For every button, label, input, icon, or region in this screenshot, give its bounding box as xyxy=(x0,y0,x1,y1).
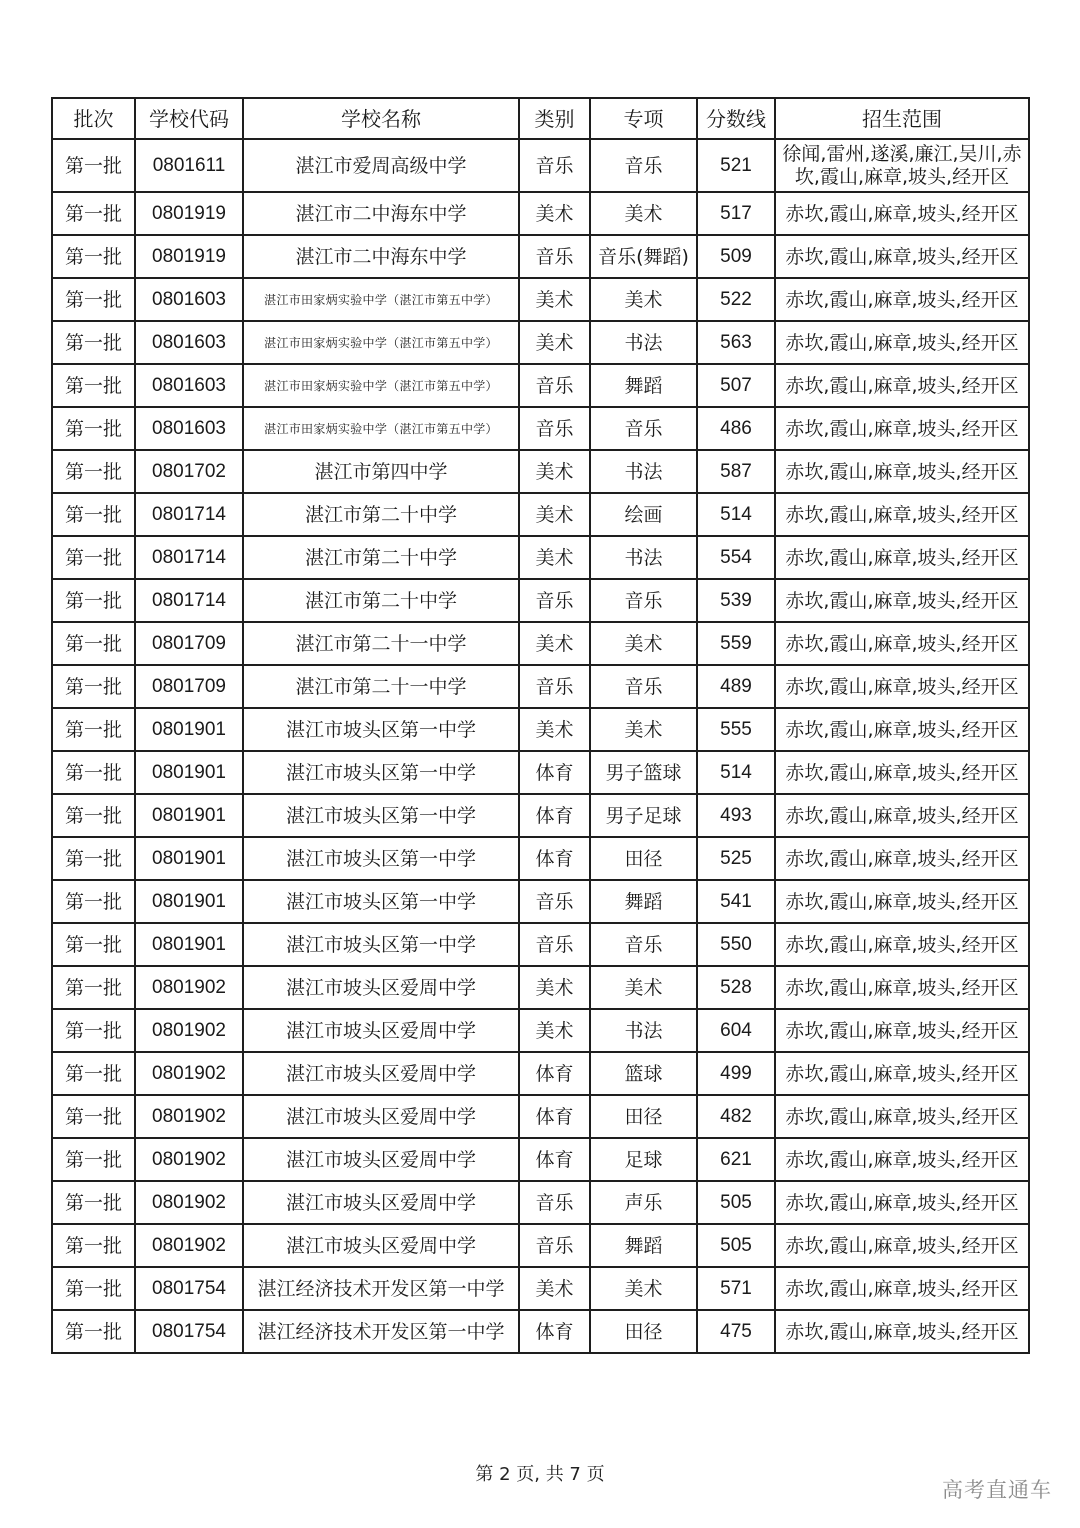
table-row xyxy=(52,1095,1029,1138)
cell-school-code: 0801702 xyxy=(135,450,243,493)
cell-school-code: 0801919 xyxy=(135,192,243,235)
cell-category: 美术 xyxy=(519,1009,590,1052)
header-enrollment-scope: 招生范围 xyxy=(775,98,1029,139)
cell-enrollment-scope: 赤坎,霞山,麻章,坡头,经开区 xyxy=(775,923,1029,966)
cell-specialty: 音乐 xyxy=(590,923,697,966)
cell-specialty: 书法 xyxy=(590,450,697,493)
cell-school-code: 0801901 xyxy=(135,794,243,837)
cell-specialty: 男子足球 xyxy=(590,794,697,837)
page-indicator: 第 2 页, 共 7 页 xyxy=(475,1464,605,1485)
table-row xyxy=(52,192,1029,235)
cell-school-name: 湛江市坡头区爱周中学 xyxy=(243,1095,519,1138)
cell-enrollment-scope: 赤坎,霞山,麻章,坡头,经开区 xyxy=(775,364,1029,407)
cell-school-name: 湛江市第二十一中学 xyxy=(243,622,519,665)
cell-batch: 第一批 xyxy=(52,751,135,794)
cell-batch: 第一批 xyxy=(52,321,135,364)
cell-specialty: 美术 xyxy=(590,708,697,751)
cell-batch: 第一批 xyxy=(52,880,135,923)
cell-specialty: 音乐 xyxy=(590,139,697,192)
cell-score-line: 522 xyxy=(697,278,775,321)
cell-score-line: 489 xyxy=(697,665,775,708)
table-row xyxy=(52,1310,1029,1353)
cell-specialty: 足球 xyxy=(590,1138,697,1181)
cell-enrollment-scope: 赤坎,霞山,麻章,坡头,经开区 xyxy=(775,1095,1029,1138)
cell-category: 美术 xyxy=(519,966,590,1009)
cell-school-code: 0801901 xyxy=(135,880,243,923)
cell-score-line: 539 xyxy=(697,579,775,622)
cell-specialty: 书法 xyxy=(590,1009,697,1052)
cell-school-name: 湛江市坡头区爱周中学 xyxy=(243,1181,519,1224)
cell-score-line: 554 xyxy=(697,536,775,579)
header-batch: 批次 xyxy=(52,98,135,139)
table-row xyxy=(52,139,1029,192)
cell-school-name: 湛江市坡头区第一中学 xyxy=(243,751,519,794)
cell-school-name: 湛江市坡头区第一中学 xyxy=(243,794,519,837)
table-row xyxy=(52,880,1029,923)
cell-score-line: 521 xyxy=(697,139,775,192)
table-row xyxy=(52,450,1029,493)
cell-school-name: 湛江市坡头区爱周中学 xyxy=(243,966,519,1009)
cell-school-name: 湛江经济技术开发区第一中学 xyxy=(243,1310,519,1353)
cell-batch: 第一批 xyxy=(52,536,135,579)
cell-specialty: 音乐 xyxy=(590,407,697,450)
cell-specialty: 音乐 xyxy=(590,665,697,708)
cell-batch: 第一批 xyxy=(52,966,135,1009)
cell-category: 美术 xyxy=(519,536,590,579)
cell-score-line: 475 xyxy=(697,1310,775,1353)
cell-specialty: 美术 xyxy=(590,622,697,665)
cell-specialty: 书法 xyxy=(590,321,697,364)
cell-enrollment-scope: 赤坎,霞山,麻章,坡头,经开区 xyxy=(775,493,1029,536)
table-row xyxy=(52,794,1029,837)
cell-school-code: 0801902 xyxy=(135,1009,243,1052)
cell-score-line: 621 xyxy=(697,1138,775,1181)
cell-enrollment-scope: 赤坎,霞山,麻章,坡头,经开区 xyxy=(775,321,1029,364)
cell-batch: 第一批 xyxy=(52,1267,135,1310)
cell-category: 音乐 xyxy=(519,923,590,966)
cell-school-code: 0801901 xyxy=(135,751,243,794)
cell-batch: 第一批 xyxy=(52,278,135,321)
cell-score-line: 541 xyxy=(697,880,775,923)
table-row xyxy=(52,923,1029,966)
cell-school-name: 湛江经济技术开发区第一中学 xyxy=(243,1267,519,1310)
table-row xyxy=(52,1267,1029,1310)
cell-category: 音乐 xyxy=(519,139,590,192)
cell-specialty: 舞蹈 xyxy=(590,1224,697,1267)
cell-category: 美术 xyxy=(519,493,590,536)
cell-batch: 第一批 xyxy=(52,837,135,880)
cell-enrollment-scope: 赤坎,霞山,麻章,坡头,经开区 xyxy=(775,622,1029,665)
cell-score-line: 486 xyxy=(697,407,775,450)
cell-category: 体育 xyxy=(519,1310,590,1353)
table-row xyxy=(52,278,1029,321)
cell-school-name: 湛江市坡头区爱周中学 xyxy=(243,1224,519,1267)
cell-school-code: 0801901 xyxy=(135,923,243,966)
cell-enrollment-scope: 赤坎,霞山,麻章,坡头,经开区 xyxy=(775,751,1029,794)
cell-category: 体育 xyxy=(519,1138,590,1181)
cell-score-line: 604 xyxy=(697,1009,775,1052)
cell-batch: 第一批 xyxy=(52,407,135,450)
cell-category: 音乐 xyxy=(519,1181,590,1224)
cell-specialty: 音乐(舞蹈) xyxy=(590,235,697,278)
table-body xyxy=(52,139,1029,1353)
table-row xyxy=(52,579,1029,622)
table-row xyxy=(52,751,1029,794)
cell-specialty: 美术 xyxy=(590,192,697,235)
cell-school-code: 0801902 xyxy=(135,1181,243,1224)
cell-batch: 第一批 xyxy=(52,235,135,278)
cell-batch: 第一批 xyxy=(52,794,135,837)
cell-category: 体育 xyxy=(519,751,590,794)
cell-score-line: 587 xyxy=(697,450,775,493)
cell-category: 音乐 xyxy=(519,579,590,622)
cell-specialty: 篮球 xyxy=(590,1052,697,1095)
cell-school-name: 湛江市第二十中学 xyxy=(243,579,519,622)
cell-specialty: 绘画 xyxy=(590,493,697,536)
cell-score-line: 517 xyxy=(697,192,775,235)
cell-school-code: 0801603 xyxy=(135,407,243,450)
cell-enrollment-scope: 赤坎,霞山,麻章,坡头,经开区 xyxy=(775,1310,1029,1353)
cell-school-name: 湛江市坡头区第一中学 xyxy=(243,708,519,751)
cell-category: 体育 xyxy=(519,1095,590,1138)
table-row xyxy=(52,235,1029,278)
cell-category: 美术 xyxy=(519,278,590,321)
cell-category: 音乐 xyxy=(519,407,590,450)
cell-enrollment-scope: 赤坎,霞山,麻章,坡头,经开区 xyxy=(775,1181,1029,1224)
admission-score-table xyxy=(51,97,1030,1354)
cell-specialty: 舞蹈 xyxy=(590,364,697,407)
table-row xyxy=(52,1052,1029,1095)
cell-enrollment-scope: 赤坎,霞山,麻章,坡头,经开区 xyxy=(775,450,1029,493)
cell-batch: 第一批 xyxy=(52,139,135,192)
cell-batch: 第一批 xyxy=(52,493,135,536)
cell-category: 音乐 xyxy=(519,665,590,708)
cell-school-name: 湛江市田家炳实验中学（湛江市第五中学） xyxy=(243,407,519,450)
cell-enrollment-scope: 赤坎,霞山,麻章,坡头,经开区 xyxy=(775,1052,1029,1095)
table-row xyxy=(52,966,1029,1009)
table-row xyxy=(52,1009,1029,1052)
table-row xyxy=(52,321,1029,364)
cell-category: 美术 xyxy=(519,321,590,364)
cell-score-line: 555 xyxy=(697,708,775,751)
table-row xyxy=(52,708,1029,751)
cell-school-name: 湛江市二中海东中学 xyxy=(243,192,519,235)
cell-enrollment-scope: 赤坎,霞山,麻章,坡头,经开区 xyxy=(775,966,1029,1009)
cell-school-code: 0801603 xyxy=(135,278,243,321)
header-school-name: 学校名称 xyxy=(243,98,519,139)
cell-enrollment-scope: 赤坎,霞山,麻章,坡头,经开区 xyxy=(775,837,1029,880)
cell-school-code: 0801709 xyxy=(135,665,243,708)
cell-specialty: 音乐 xyxy=(590,579,697,622)
cell-enrollment-scope: 赤坎,霞山,麻章,坡头,经开区 xyxy=(775,880,1029,923)
cell-category: 体育 xyxy=(519,837,590,880)
cell-school-name: 湛江市田家炳实验中学（湛江市第五中学） xyxy=(243,364,519,407)
table-row xyxy=(52,364,1029,407)
table-row xyxy=(52,493,1029,536)
table-row xyxy=(52,407,1029,450)
cell-school-code: 0801902 xyxy=(135,1138,243,1181)
table-row xyxy=(52,1138,1029,1181)
cell-school-name: 湛江市坡头区爱周中学 xyxy=(243,1138,519,1181)
cell-school-code: 0801919 xyxy=(135,235,243,278)
cell-school-code: 0801754 xyxy=(135,1267,243,1310)
cell-category: 音乐 xyxy=(519,364,590,407)
cell-enrollment-scope: 赤坎,霞山,麻章,坡头,经开区 xyxy=(775,192,1029,235)
cell-school-name: 湛江市坡头区第一中学 xyxy=(243,880,519,923)
cell-batch: 第一批 xyxy=(52,1310,135,1353)
cell-school-code: 0801902 xyxy=(135,1224,243,1267)
table-row xyxy=(52,665,1029,708)
cell-category: 音乐 xyxy=(519,880,590,923)
cell-specialty: 田径 xyxy=(590,1095,697,1138)
cell-enrollment-scope: 赤坎,霞山,麻章,坡头,经开区 xyxy=(775,708,1029,751)
cell-score-line: 493 xyxy=(697,794,775,837)
cell-category: 美术 xyxy=(519,450,590,493)
cell-school-name: 湛江市坡头区爱周中学 xyxy=(243,1052,519,1095)
cell-school-name: 湛江市第二十一中学 xyxy=(243,665,519,708)
cell-score-line: 550 xyxy=(697,923,775,966)
cell-school-code: 0801714 xyxy=(135,579,243,622)
cell-school-name: 湛江市坡头区第一中学 xyxy=(243,837,519,880)
cell-batch: 第一批 xyxy=(52,1138,135,1181)
cell-specialty: 书法 xyxy=(590,536,697,579)
table-row xyxy=(52,1181,1029,1224)
cell-score-line: 507 xyxy=(697,364,775,407)
cell-batch: 第一批 xyxy=(52,579,135,622)
cell-school-name: 湛江市第二十中学 xyxy=(243,536,519,579)
cell-enrollment-scope: 赤坎,霞山,麻章,坡头,经开区 xyxy=(775,1267,1029,1310)
cell-category: 美术 xyxy=(519,622,590,665)
cell-school-code: 0801902 xyxy=(135,966,243,1009)
cell-enrollment-scope: 赤坎,霞山,麻章,坡头,经开区 xyxy=(775,407,1029,450)
cell-school-code: 0801714 xyxy=(135,493,243,536)
cell-school-name: 湛江市田家炳实验中学（湛江市第五中学） xyxy=(243,278,519,321)
cell-school-name: 湛江市坡头区爱周中学 xyxy=(243,1009,519,1052)
cell-batch: 第一批 xyxy=(52,1181,135,1224)
cell-school-name: 湛江市二中海东中学 xyxy=(243,235,519,278)
cell-school-name: 湛江市坡头区第一中学 xyxy=(243,923,519,966)
header-specialty: 专项 xyxy=(590,98,697,139)
document-sheet xyxy=(51,97,1030,1354)
cell-specialty: 声乐 xyxy=(590,1181,697,1224)
cell-enrollment-scope: 赤坎,霞山,麻章,坡头,经开区 xyxy=(775,579,1029,622)
cell-enrollment-scope: 徐闻,雷州,遂溪,廉江,吴川,赤坎,霞山,麻章,坡头,经开区 xyxy=(775,139,1029,192)
cell-specialty: 美术 xyxy=(590,966,697,1009)
cell-school-name: 湛江市田家炳实验中学（湛江市第五中学） xyxy=(243,321,519,364)
cell-school-code: 0801902 xyxy=(135,1095,243,1138)
cell-school-code: 0801902 xyxy=(135,1052,243,1095)
cell-school-code: 0801714 xyxy=(135,536,243,579)
cell-school-name: 湛江市爱周高级中学 xyxy=(243,139,519,192)
cell-specialty: 田径 xyxy=(590,1310,697,1353)
cell-score-line: 505 xyxy=(697,1181,775,1224)
table-row xyxy=(52,1224,1029,1267)
cell-score-line: 571 xyxy=(697,1267,775,1310)
table-header-row xyxy=(52,98,1029,139)
cell-category: 音乐 xyxy=(519,235,590,278)
cell-category: 美术 xyxy=(519,708,590,751)
cell-enrollment-scope: 赤坎,霞山,麻章,坡头,经开区 xyxy=(775,794,1029,837)
cell-score-line: 563 xyxy=(697,321,775,364)
cell-enrollment-scope: 赤坎,霞山,麻章,坡头,经开区 xyxy=(775,1009,1029,1052)
cell-batch: 第一批 xyxy=(52,1009,135,1052)
cell-specialty: 美术 xyxy=(590,278,697,321)
cell-specialty: 田径 xyxy=(590,837,697,880)
cell-category: 美术 xyxy=(519,1267,590,1310)
cell-school-code: 0801611 xyxy=(135,139,243,192)
cell-category: 体育 xyxy=(519,1052,590,1095)
cell-school-code: 0801709 xyxy=(135,622,243,665)
cell-score-line: 528 xyxy=(697,966,775,1009)
cell-school-name: 湛江市第二十中学 xyxy=(243,493,519,536)
cell-batch: 第一批 xyxy=(52,622,135,665)
cell-enrollment-scope: 赤坎,霞山,麻章,坡头,经开区 xyxy=(775,278,1029,321)
header-category: 类别 xyxy=(519,98,590,139)
cell-enrollment-scope: 赤坎,霞山,麻章,坡头,经开区 xyxy=(775,1138,1029,1181)
cell-batch: 第一批 xyxy=(52,665,135,708)
cell-school-code: 0801901 xyxy=(135,837,243,880)
header-school-code: 学校代码 xyxy=(135,98,243,139)
cell-score-line: 514 xyxy=(697,751,775,794)
cell-enrollment-scope: 赤坎,霞山,麻章,坡头,经开区 xyxy=(775,1224,1029,1267)
cell-enrollment-scope: 赤坎,霞山,麻章,坡头,经开区 xyxy=(775,235,1029,278)
cell-score-line: 525 xyxy=(697,837,775,880)
cell-batch: 第一批 xyxy=(52,364,135,407)
table-row xyxy=(52,536,1029,579)
cell-score-line: 499 xyxy=(697,1052,775,1095)
cell-school-code: 0801901 xyxy=(135,708,243,751)
cell-score-line: 559 xyxy=(697,622,775,665)
cell-batch: 第一批 xyxy=(52,192,135,235)
cell-category: 体育 xyxy=(519,794,590,837)
cell-batch: 第一批 xyxy=(52,450,135,493)
cell-batch: 第一批 xyxy=(52,1052,135,1095)
cell-score-line: 509 xyxy=(697,235,775,278)
cell-score-line: 514 xyxy=(697,493,775,536)
cell-specialty: 舞蹈 xyxy=(590,880,697,923)
cell-school-code: 0801603 xyxy=(135,321,243,364)
cell-score-line: 482 xyxy=(697,1095,775,1138)
cell-specialty: 美术 xyxy=(590,1267,697,1310)
cell-enrollment-scope: 赤坎,霞山,麻章,坡头,经开区 xyxy=(775,536,1029,579)
watermark: 高考直通车 xyxy=(942,1478,1052,1502)
cell-category: 美术 xyxy=(519,192,590,235)
cell-score-line: 505 xyxy=(697,1224,775,1267)
cell-batch: 第一批 xyxy=(52,708,135,751)
cell-school-code: 0801603 xyxy=(135,364,243,407)
cell-school-code: 0801754 xyxy=(135,1310,243,1353)
cell-batch: 第一批 xyxy=(52,1095,135,1138)
table-row xyxy=(52,837,1029,880)
cell-school-name: 湛江市第四中学 xyxy=(243,450,519,493)
cell-batch: 第一批 xyxy=(52,1224,135,1267)
cell-category: 音乐 xyxy=(519,1224,590,1267)
cell-batch: 第一批 xyxy=(52,923,135,966)
cell-specialty: 男子篮球 xyxy=(590,751,697,794)
table-row xyxy=(52,622,1029,665)
cell-enrollment-scope: 赤坎,霞山,麻章,坡头,经开区 xyxy=(775,665,1029,708)
header-score-line: 分数线 xyxy=(697,98,775,139)
